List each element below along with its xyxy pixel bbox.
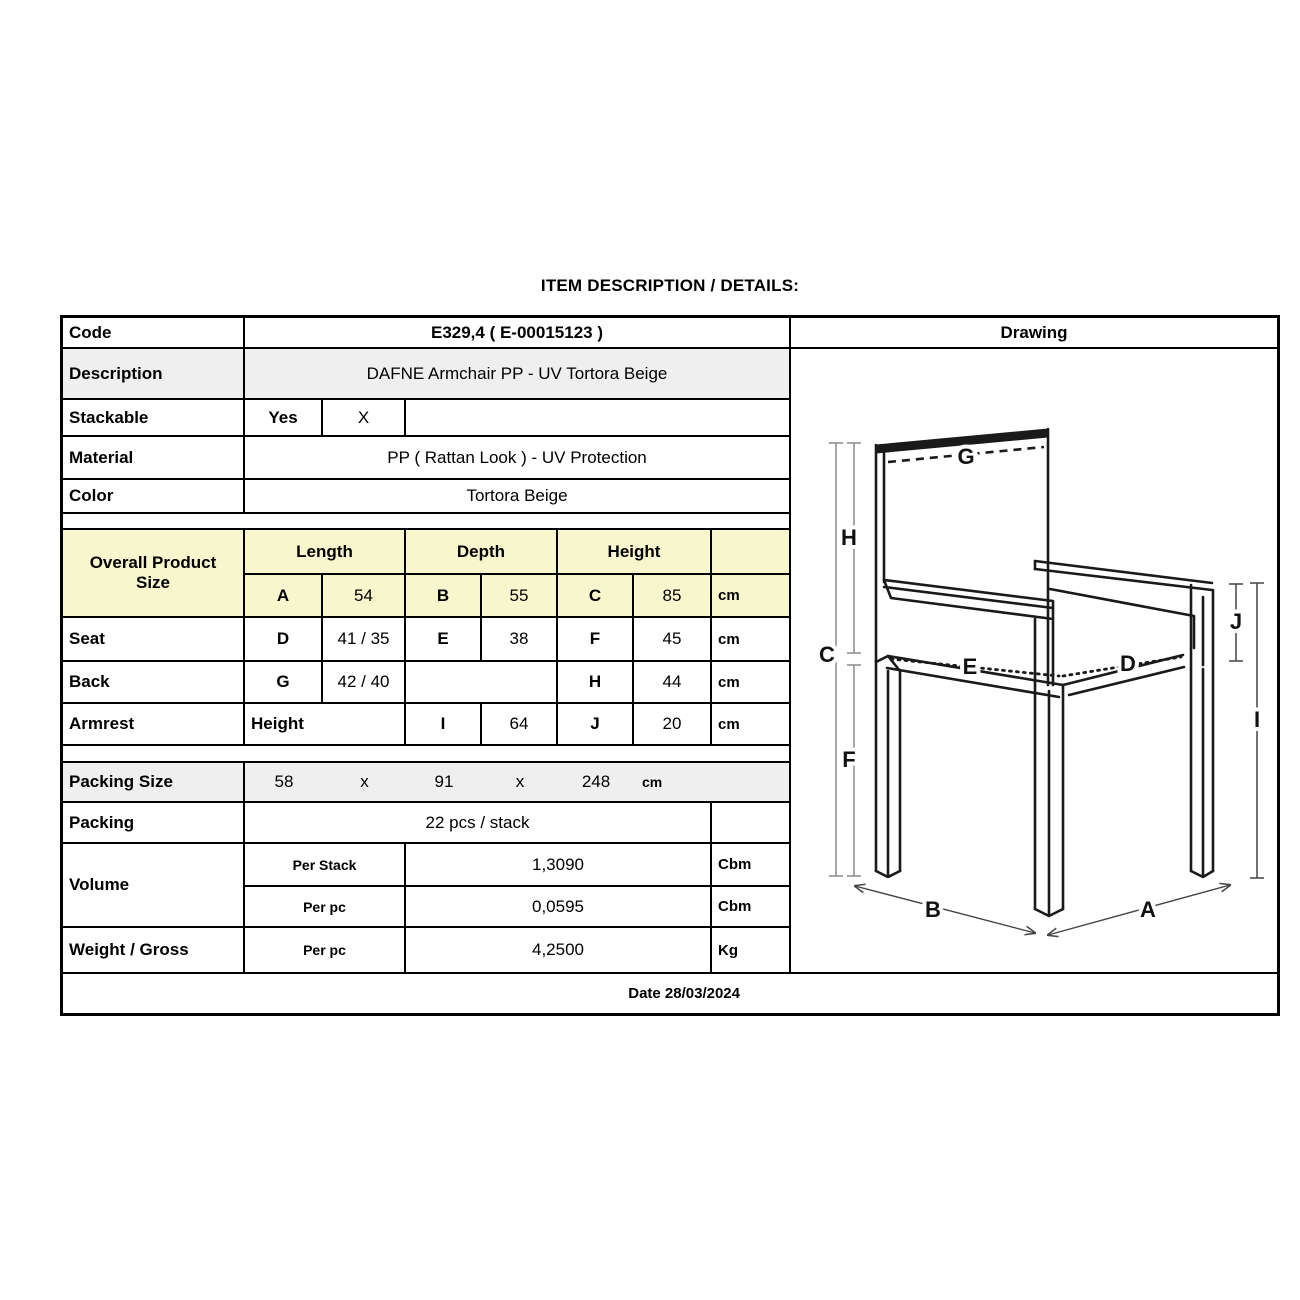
chair-drawing-area [791, 349, 1277, 968]
packing-size-empty [712, 763, 789, 801]
volume-per-pc-row [245, 887, 789, 926]
packing-size-v3: 248 [581, 772, 611, 791]
dim-label-C: C [819, 642, 835, 667]
overall-height-value: 85 [634, 575, 712, 616]
packing-value: 22 pcs / stack [245, 803, 712, 842]
armrest-sub-label: Height [245, 704, 406, 744]
back-height-value: 44 [634, 662, 712, 702]
color-value: Tortora Beige [466, 486, 568, 505]
volume-label: Volume [63, 844, 245, 926]
row-armrest [63, 704, 789, 746]
seat-label: Seat [63, 618, 245, 660]
weight-label: Weight / Gross [63, 928, 245, 972]
overall-size-label: Overall Product Size [63, 530, 245, 616]
packing-size-label: Packing Size [63, 763, 245, 801]
row-seat [63, 618, 789, 662]
dim-lines-bottom [855, 885, 1230, 935]
date-text: Date 28/03/2024 [628, 985, 740, 1002]
stackable-mark: X [323, 400, 406, 435]
drawing-header: Drawing [791, 318, 1277, 349]
armrest-height-value: 20 [634, 704, 712, 744]
spec-table [60, 315, 1280, 1016]
back-label: Back [63, 662, 245, 702]
packing-size-x2: x [515, 772, 525, 791]
spacer-row [63, 746, 789, 763]
header-depth: Depth [406, 530, 558, 573]
material-value: PP ( Rattan Look ) - UV Protection [387, 447, 647, 467]
chair-outline [876, 429, 1213, 916]
stackable-label: Stackable [63, 400, 245, 435]
chair-drawing [791, 349, 1278, 968]
back-length-key: G [245, 662, 323, 702]
packing-size-v1: 58 [274, 772, 294, 791]
page-title: ITEM DESCRIPTION / DETAILS: [540, 276, 800, 295]
back-height-key: H [558, 662, 634, 702]
overall-height-key: C [558, 575, 634, 616]
overall-depth-value: 55 [482, 575, 558, 616]
overall-length-value: 54 [323, 575, 406, 616]
volume-per-stack-unit: Cbm [718, 856, 752, 873]
color-label: Color [63, 480, 245, 512]
back-unit: cm [718, 673, 740, 691]
header-unit-empty [712, 530, 789, 573]
description-label: Description [63, 349, 245, 398]
overall-values-row [245, 575, 789, 616]
row-description [63, 349, 789, 400]
armrest-unit: cm [718, 715, 740, 733]
dim-label-E: E [962, 654, 978, 679]
group-overall-size [63, 530, 789, 618]
dim-label-J: J [1229, 609, 1243, 634]
seat-depth-key: E [406, 618, 482, 660]
volume-per-stack-row [245, 844, 789, 887]
back-length-value: 42 / 40 [323, 662, 406, 702]
packing-size-v2: 91 [434, 772, 454, 791]
volume-per-pc-value: 0,0595 [406, 887, 712, 926]
dim-label-B: B [925, 897, 941, 922]
description-value: DAFNE Armchair PP - UV Tortora Beige [366, 363, 668, 383]
header-length: Length [245, 530, 406, 573]
overall-depth-key: B [406, 575, 482, 616]
overall-length-key: A [245, 575, 323, 616]
seat-depth-value: 38 [482, 618, 558, 660]
stackable-empty [406, 400, 789, 435]
code-value: E329,4 ( E-00015123 ) [430, 322, 603, 342]
seat-height-key: F [558, 618, 634, 660]
date-row [63, 972, 1277, 1013]
row-material [63, 437, 789, 480]
weight-unit: Kg [718, 941, 738, 959]
volume-per-pc-key: Per pc [245, 887, 406, 926]
armrest-label: Armrest [63, 704, 245, 744]
dim-label-A: A [1140, 897, 1156, 922]
material-label: Material [63, 437, 245, 478]
row-color [63, 480, 789, 514]
armrest-height-key: J [558, 704, 634, 744]
packing-size-x1: x [360, 772, 369, 791]
dim-label-D: D [1120, 651, 1136, 676]
dim-label-I: I [1253, 707, 1261, 732]
packing-size-unit: cm [642, 774, 663, 790]
code-label: Code [63, 318, 245, 347]
overall-unit: cm [718, 587, 740, 604]
dim-label-G: G [957, 444, 975, 469]
armrest-depth-key: I [406, 704, 482, 744]
stackable-value: Yes [245, 400, 323, 435]
row-packing-size [63, 763, 789, 803]
spec-table-left [63, 318, 791, 972]
drawing-panel [791, 318, 1277, 972]
row-stackable [63, 400, 789, 437]
packing-unit-empty [712, 803, 789, 842]
seat-length-key: D [245, 618, 323, 660]
weight-value: 4,2500 [406, 928, 712, 972]
seat-height-value: 45 [634, 618, 712, 660]
row-weight [63, 928, 789, 972]
armrest-depth-value: 64 [482, 704, 558, 744]
volume-per-stack-key: Per Stack [245, 844, 406, 885]
volume-per-stack-value: 1,3090 [406, 844, 712, 885]
seat-unit: cm [718, 630, 740, 648]
row-packing [63, 803, 789, 844]
back-depth-empty [406, 662, 558, 702]
seat-length-value: 41 / 35 [323, 618, 406, 660]
header-height: Height [558, 530, 712, 573]
dim-label-F: F [842, 747, 856, 772]
packing-label: Packing [63, 803, 245, 842]
group-volume [63, 844, 789, 928]
dim-label-H: H [841, 525, 857, 550]
weight-key: Per pc [245, 928, 406, 972]
row-back [63, 662, 789, 704]
spacer-row [63, 514, 789, 530]
size-header-row [245, 530, 789, 575]
volume-per-pc-unit: Cbm [718, 898, 752, 915]
row-code [63, 318, 789, 349]
